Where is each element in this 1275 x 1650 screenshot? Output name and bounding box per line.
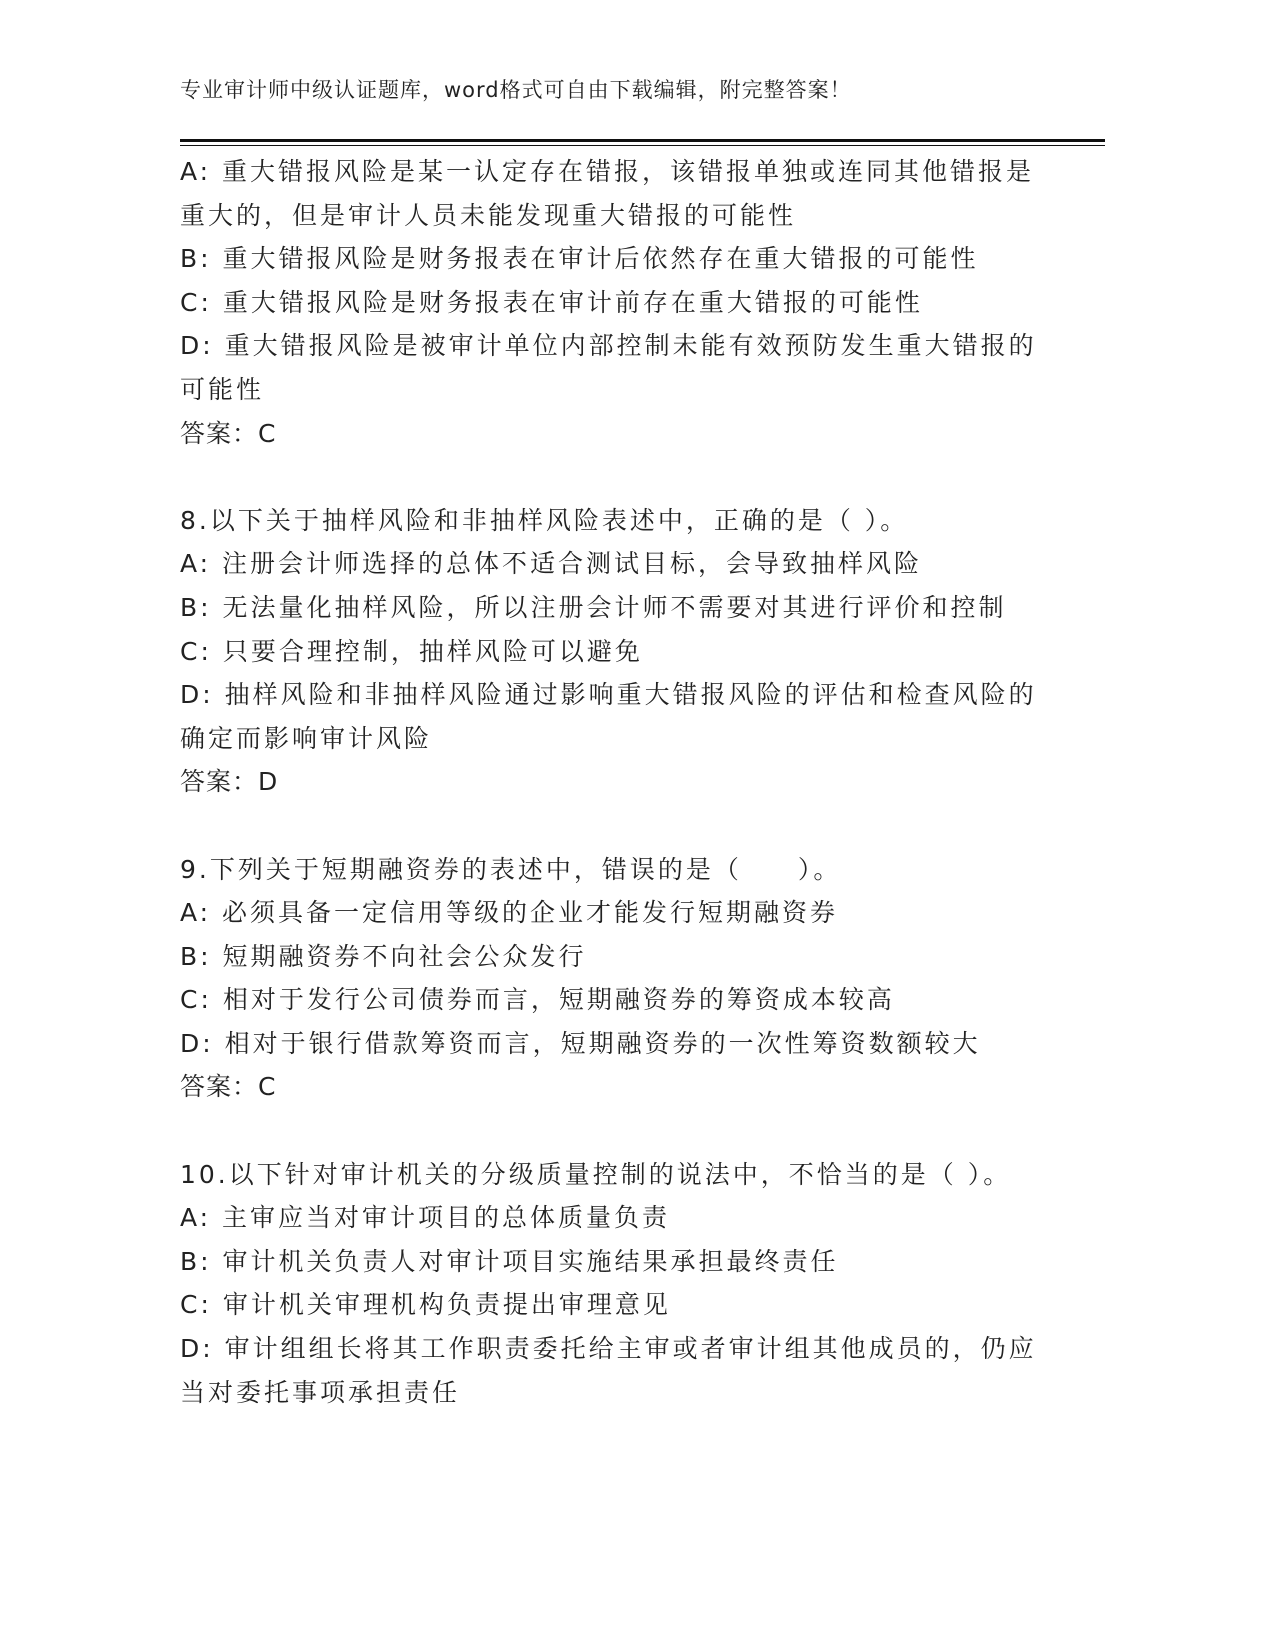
question-line: B: 短期融资券不向社会公众发行 <box>180 941 587 971</box>
question-line: 确定而影响审计风险 <box>180 723 433 753</box>
answer-label: 答案：D <box>180 767 279 797</box>
question-line: A: 重大错报风险是某一认定存在错报，该错报单独或连同其他错报是 <box>180 157 1035 186</box>
question-line: D: 相对于银行借款筹资而言，短期融资券的一次性筹资数额较大 <box>180 1028 981 1058</box>
question-line: C: 审计机关审理机构负责提出审理意见 <box>180 1290 671 1320</box>
question-block-8 <box>180 499 1040 804</box>
question-line: D: 审计组组长将其工作职责委托给主审或者审计组其他成员的，仍应 <box>180 1334 1037 1364</box>
spacer <box>180 455 1040 499</box>
header-rule-thin <box>180 145 1105 146</box>
question-line: 重大的，但是审计人员未能发现重大错报的可能性 <box>180 200 797 230</box>
question-content <box>180 150 1040 1414</box>
question-line: A: 注册会计师选择的总体不适合测试目标，会导致抽样风险 <box>180 549 923 579</box>
spacer <box>180 1109 1040 1153</box>
question-line: 10.以下针对审计机关的分级质量控制的说法中，不恰当的是（ ）。 <box>180 1159 1012 1189</box>
question-block-7 <box>180 150 1040 455</box>
question-line: C: 只要合理控制，抽样风险可以避免 <box>180 636 643 666</box>
page-header: 专业审计师中级认证题库，word格式可自由下载编辑，附完整答案！ <box>180 78 852 102</box>
question-line: B: 重大错报风险是财务报表在审计后依然存在重大错报的可能性 <box>180 244 979 274</box>
question-line: C: 相对于发行公司债券而言，短期融资券的筹资成本较高 <box>180 985 895 1015</box>
question-line: C: 重大错报风险是财务报表在审计前存在重大错报的可能性 <box>180 287 923 317</box>
header-rule-thick <box>180 139 1105 142</box>
question-line: A: 必须具备一定信用等级的企业才能发行短期融资券 <box>180 898 839 928</box>
question-line: 9.下列关于短期融资券的表述中，错误的是（ ）。 <box>180 854 842 884</box>
question-line: 当对委托事项承担责任 <box>180 1377 461 1407</box>
question-line: D: 抽样风险和非抽样风险通过影响重大错报风险的评估和检查风险的 <box>180 680 1037 710</box>
question-line: D: 重大错报风险是被审计单位内部控制未能有效预防发生重大错报的 <box>180 331 1037 361</box>
question-line: A: 主审应当对审计项目的总体质量负责 <box>180 1203 671 1233</box>
question-block-9 <box>180 848 1040 1110</box>
question-line: B: 无法量化抽样风险，所以注册会计师不需要对其进行评价和控制 <box>180 592 1007 622</box>
spacer <box>180 804 1040 848</box>
question-line: B: 审计机关负责人对审计项目实施结果承担最终责任 <box>180 1246 839 1276</box>
answer-label: 答案：C <box>180 1072 277 1102</box>
question-line: 8.以下关于抽样风险和非抽样风险表述中，正确的是（ ）。 <box>180 505 909 535</box>
answer-label: 答案：C <box>180 418 277 448</box>
question-line: 可能性 <box>180 374 265 404</box>
question-block-10 <box>180 1153 1040 1415</box>
